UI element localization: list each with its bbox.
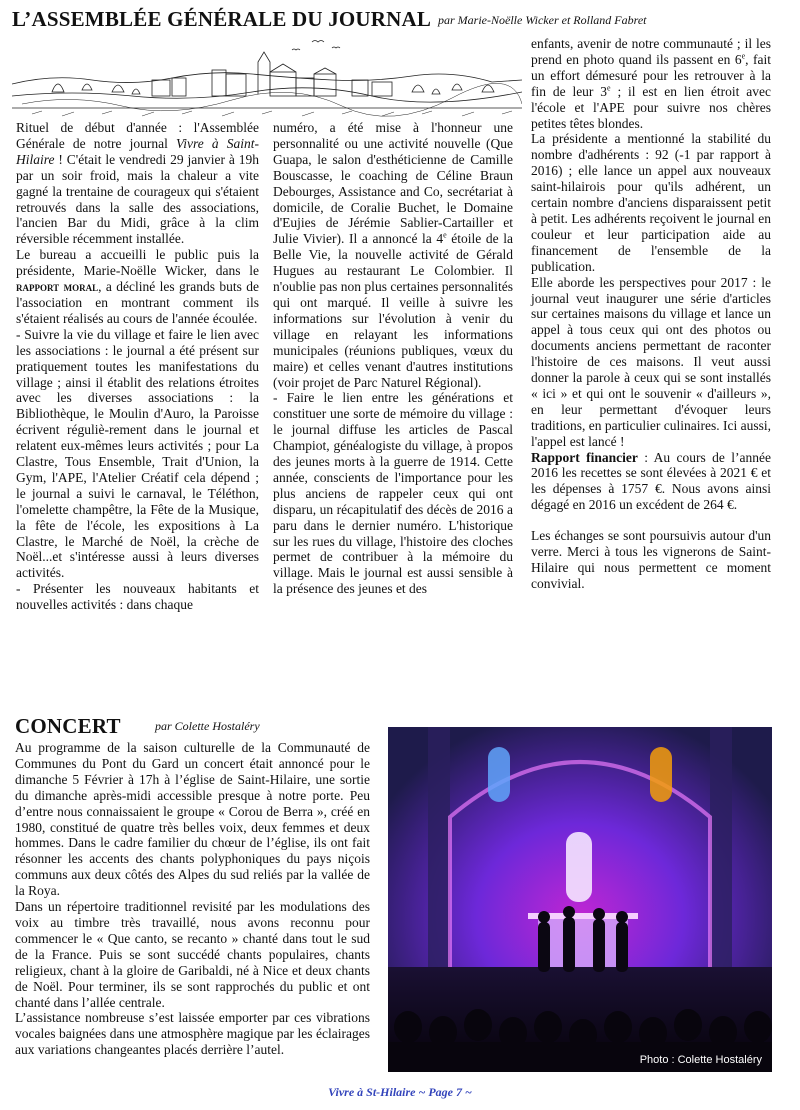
article-title: L’ASSEMBLÉE GÉNÉRALE DU JOURNAL	[12, 7, 432, 31]
paragraph: Rapport financier : Au cours de l’année 2016 les recettes se sont élevées à 2021 € et les dépenses à 1757 €. Nous avons ainsi dégagé en 2016 un excédent de 264 €.	[531, 449, 771, 513]
church-concert-illustration	[388, 727, 772, 1072]
paragraph: Les échanges se sont poursuivis autour d'un verre. Merci à tous les vignerons de Saint-Hilaire qui nous permettent ce moment convivial.	[531, 528, 771, 591]
paragraph: La présidente a mentionné la stabilité du nombre d'adhérents : 92 (-1 par rapport à 2016) ; elle lance un appel aux nouveaux saint-hilairois pour qu'ils adhérent, un certain nombre d'anciens disparaissent petit à petit. Les adhérents reçoivent le journal en couleur et leur participation aide au financement de l'ensemble de la publication.	[531, 131, 771, 274]
concert-text	[15, 740, 370, 1058]
article-byline: par Marie-Noëlle Wicker et Rolland Fabret	[438, 13, 647, 27]
paragraph: - Suivre la vie du village et faire le lien avec les associations : le journal a été présent sur pratiquement toutes les manifestations du village ; ainsi il établit des relations étroites avec les diverses associations : la Bibliothèque, le Moulin d'Auro, la Paroisse écrivent réguliè-rement dans le journal et relatent eux-mêmes leurs activités ; pour La Clastre, Tous Ensemble, Trait d'Union, la Gym, l'APE, l'Atelier Créatif cela dépend ; le journal a suivi le carnaval, le Téléthon, l'omelette champêtre, la Fête de la Musique, la fête de l'école, les expositions à La Clastre, le Marché de Noël, la crèche de Noël...et s'intéresse aussi à leurs diverses activités.	[16, 326, 259, 581]
paragraph: Elle aborde les perspectives pour 2017 : le journal veut inaugurer une série d'articles sur certaines maisons du village et lance un appel à tous ceux qui ont des photos ou documents anciens permettant de raconter l'histoire de ces maisons. Il veut aussi donner la parole à ceux qui se sont installés « ici » et qui ont le souvenir « d'ailleurs », en leur permettant d'évoquer leurs traditions, en particulier culinaires. Ici aussi, l'appel est lancé !	[531, 274, 771, 449]
concert-photo	[388, 727, 772, 1072]
page-footer: Vivre à St-Hilaire ~ Page 7 ~	[328, 1085, 472, 1099]
article-column-2	[273, 120, 513, 597]
concert-byline: par Colette Hostaléry	[155, 719, 260, 733]
paragraph: numéro, a été mise à l'honneur une personnalité ou une activité nouvelle (Que Guapa, le salon d'esthéticienne de Camille Bouscasse, le coaching de Céline Braun Debourges, Assistance and Co, secrétariat à domicile, de Coralie Buchet, le Domaine d'Eujies de Jérémie Sablier-Cartailler et Julie Vivier). Il a annoncé la 4e étoile de la Belle Vie, la nouvelle activité de Gérald Hugues au restaurant Le Colombier. Il n'oublie pas non plus certaines personnalités qui ont marqué. Il veille à suivre les informations sur l'évolution à venir du village en relayant les informations municipales (réunions publiques, vœux du maire) et celles venant d'autres institutions (voir projet de Parc Naturel Régional).	[273, 120, 513, 390]
paragraph: - Faire le lien entre les générations et constituer une sorte de mémoire du village : le journal diffuse les articles de Pascal Champiot, généalogiste du village, à propos des jeunes morts à la guerre de 1914. Cette année, conscients de l'importance pour les plus anciens de rappeler ceux qui ont disparu, un récapitulatif des décès de 2016 a paru dans le dernier numéro. L'historique sur les rues du village, l'histoire des cloches permet de contribuer à la mémoire du village. Mais le journal est aussi sensible à la présence des jeunes et des	[273, 390, 513, 597]
paragraph: Au programme de la saison culturelle de la Communauté de Communes du Pont du Gard un concert était annoncé pour le dimanche 5 Février à 17h à l’église de Saint-Hilaire, une sortie du dimanche après-midi accessible presque à notre porte. Peu d’entre nous connaissaient le groupe « Corou de Berra », créé en 1980, constitué de quatre très belles voix, deux femmes et deux hommes. Dans le cadre familier du chœur de l’église, ils ont fait résonner les accents des chants polyphoniques du pays niçois communs aux deux côtés des Alpes du sud reliés par la vallée de la Roya.	[15, 740, 370, 899]
paragraph: Dans un répertoire traditionnel revisité par les modulations des voix au timbre très travaillé, nous avons reconnu pour commencer le « Que canto, se recanto » chanté dans tout le sud de la France. Puis se sont succédé chants populaires, chants religieux, chant à la gloire de Garibaldi, né à Nice et deux chants de Noël. Pour terminer, ils se sont rapprochés du public et ont chanté dans l’allée centrale.	[15, 899, 370, 1010]
paragraph: Rituel de début d'année : l'Assemblée Générale de notre journal Vivre à Saint-Hilaire ! C'était le vendredi 29 janvier à 19h par un soir froid, mais la chaleur a vite gagné la trentaine de courageux qui s'étaient retrouvés dans la salle des associations, l'ancien Bar du Midi, grâce à la clim réversible récemment installée.	[16, 120, 260, 247]
village-sketch-illustration	[12, 34, 522, 120]
photo-credit: Photo : Colette Hostaléry	[639, 1054, 762, 1066]
article-column-3	[531, 36, 771, 592]
paragraph: enfants, avenir de notre communauté ; il les prend en photo quand ils passent en 6e, fait un effort démesuré pour les retrouver à la fin de leur 3e ; il est en lien étroit avec l'école et l'APE pour suivre nos chères petites têtes blondes.	[531, 36, 771, 131]
concert-title: CONCERT	[15, 714, 121, 738]
paragraph: Le bureau a accueilli le public puis la présidente, Marie-Noëlle Wicker, dans le rapport moral, a décliné les grands buts de l'association en montrant comment ils s'étaient réalisés au cours de l'année écoulée.	[16, 247, 259, 326]
paragraph: L’assistance nombreuse s’est laissée emporter par ces vibrations vocales baignées dans une atmosphère magique par les éclairages aux variations changeantes placés derrière l’autel.	[15, 1010, 370, 1058]
paragraph: - Présenter les nouveaux habitants et nouvelles activités : dans chaque	[16, 581, 259, 613]
article-column-1	[16, 120, 259, 613]
